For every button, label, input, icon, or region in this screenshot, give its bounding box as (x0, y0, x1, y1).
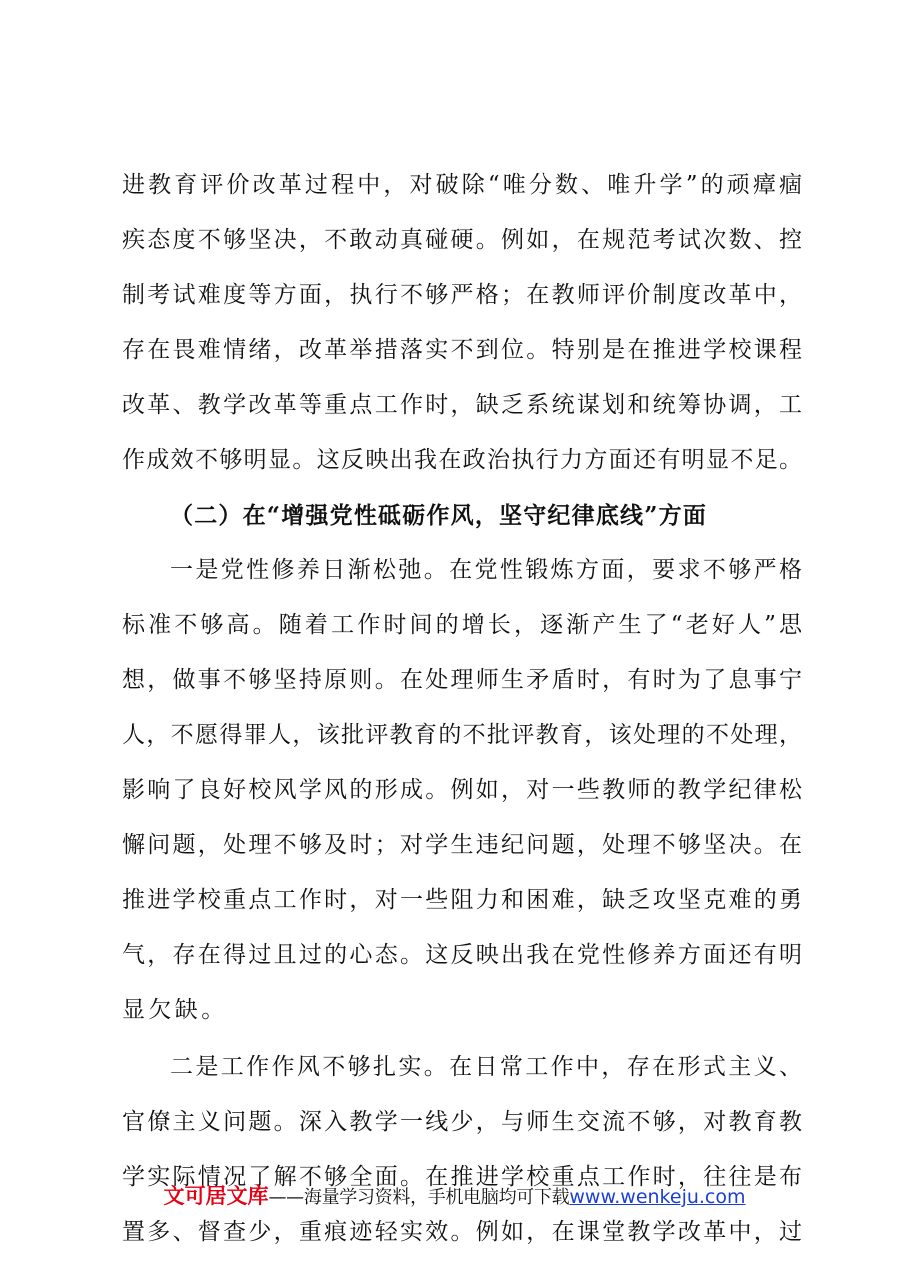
paragraph-line: 官僚主义问题。深入教学一线少，与师生交流不够，对教育教 (122, 1109, 802, 1135)
paragraph-line: 制考试难度等方面，执行不够严格；在教师评价制度改革中， (122, 282, 802, 308)
paragraph-line: 置多、督查少，重痕迹轻实效。例如，在课堂教学改革中，过 (122, 1219, 802, 1245)
section-heading: （二）在“增强党性砥砺作风，坚守纪律底线”方面 (170, 502, 708, 529)
footer-banner (0, 1181, 909, 1213)
paragraph-line: 疾态度不够坚决，不敢动真碰硬。例如，在规范考试次数、控 (122, 227, 802, 253)
paragraph-line: 存在畏难情绪，改革举措落实不到位。特别是在推进学校课程 (122, 337, 802, 363)
footer-slogan: ——海量学习资料，手机电脑均可下载 (268, 1187, 570, 1208)
paragraph-line: 进教育评价改革过程中，对破除“唯分数、唯升学”的顽瘴痼 (122, 172, 802, 198)
paragraph-line: 气，存在得过且过的心态。这反映出我在党性修养方面还有明 (122, 942, 802, 968)
paragraph-line: 改革、教学改革等重点工作时，缺乏系统谋划和统筹协调，工 (122, 392, 802, 418)
paragraph-line: 人，不愿得罪人，该批评教育的不批评教育，该处理的不处理， (122, 722, 802, 748)
paragraph-line: 标准不够高。随着工作时间的增长，逐渐产生了“老好人”思 (122, 612, 802, 638)
paragraph-line: 一是党性修养日渐松弛。在党性锻炼方面，要求不够严格 (170, 557, 802, 583)
document-body (122, 158, 802, 1260)
paragraph-line: 影响了良好校风学风的形成。例如，对一些教师的教学纪律松 (122, 777, 802, 803)
paragraph-line: 显欠缺。 (122, 997, 228, 1023)
paragraph-line: 作成效不够明显。这反映出我在政治执行力方面还有明显不足。 (122, 447, 802, 473)
paragraph-line: 推进学校重点工作时，对一些阻力和困难，缺乏攻坚克难的勇 (122, 887, 802, 913)
footer-brand: 文可居文库 (163, 1184, 269, 1208)
paragraph-line: 学实际情况了解不够全面。在推进学校重点工作时，往往是布 (122, 1164, 802, 1190)
paragraph-line: 二是工作作风不够扎实。在日常工作中，存在形式主义、 (170, 1054, 802, 1080)
footer-link[interactable]: www.wenkeju.com (569, 1186, 746, 1208)
paragraph-line: 懈问题，处理不够及时；对学生违纪问题，处理不够坚决。在 (122, 832, 802, 858)
paragraph-line: 想，做事不够坚持原则。在处理师生矛盾时，有时为了息事宁 (122, 667, 802, 693)
